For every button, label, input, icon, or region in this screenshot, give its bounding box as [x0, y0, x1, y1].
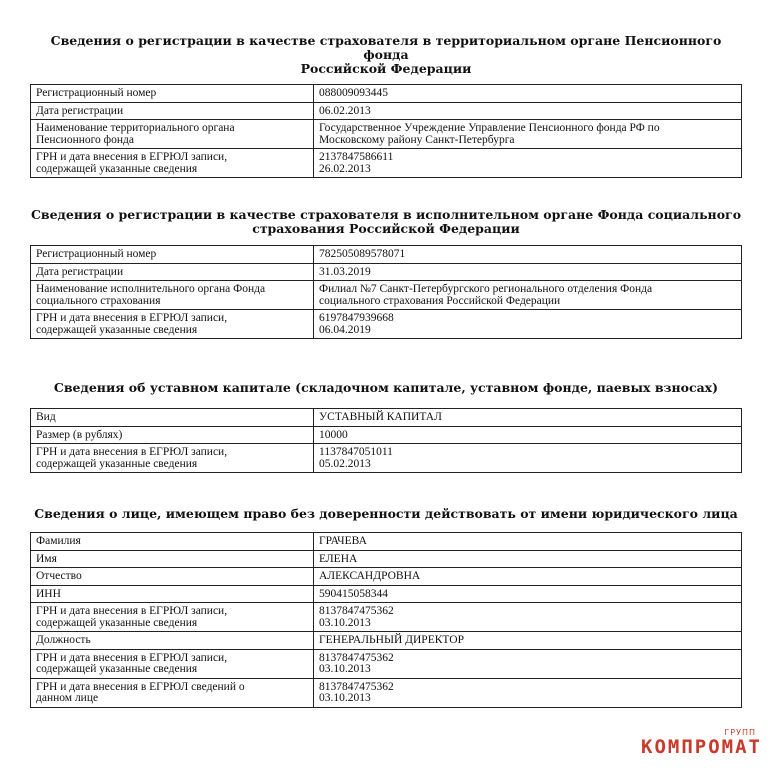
value-line: 03.10.2013 — [319, 663, 371, 675]
table-row — [31, 149, 742, 178]
value-line: 10000 — [319, 428, 348, 441]
table-row — [31, 678, 742, 707]
table-row — [31, 85, 742, 103]
label-line: ГРН и дата внесения в ЕГРЮЛ сведений о — [36, 680, 245, 693]
value-line: 2137847586611 — [319, 151, 394, 163]
row-value — [314, 568, 742, 586]
row-value — [314, 632, 742, 650]
row-label — [31, 120, 314, 149]
label-line: Фамилия — [36, 535, 81, 547]
value-line: 03.10.2013 — [319, 616, 371, 629]
row-value — [314, 149, 742, 178]
table-row — [31, 263, 742, 281]
label-line: Дата регистрации — [36, 104, 124, 117]
section-title — [30, 507, 742, 521]
value-line: 088009093445 — [319, 87, 388, 99]
section-title-line: страхования Российской Федерации — [252, 221, 520, 236]
row-label — [31, 85, 314, 103]
value-line: Московскому району Санкт-Петербурга — [319, 133, 515, 146]
authorized-person-section — [30, 507, 742, 708]
social-insurance-table — [30, 245, 742, 339]
charter-capital-table — [30, 408, 742, 473]
table-row — [31, 310, 742, 339]
value-line: 06.04.2019 — [319, 323, 371, 336]
row-value — [314, 246, 742, 264]
value-line: Филиал №7 Санкт-Петербургского регионального отделения Фонда — [319, 283, 653, 295]
table-row — [31, 409, 742, 427]
row-value — [314, 120, 742, 149]
label-line: содержащей указанные сведения — [36, 663, 198, 675]
watermark-top-text: ГРУПП — [724, 728, 756, 737]
section-title-line: Сведения о регистрации в качестве страхователя в исполнительном органе Фонда социального — [30, 207, 742, 222]
value-line: 05.02.2013 — [319, 457, 371, 470]
label-line: ГРН и дата внесения в ЕГРЮЛ записи, — [36, 312, 228, 324]
row-value — [314, 281, 742, 310]
row-label — [31, 102, 314, 120]
row-label — [31, 649, 314, 678]
row-label — [31, 533, 314, 551]
label-line: Вид — [36, 411, 56, 423]
value-line: 06.02.2013 — [319, 104, 371, 117]
row-label — [31, 281, 314, 310]
label-line: Регистрационный номер — [36, 248, 157, 260]
value-line: УСТАВНЫЙ КАПИТАЛ — [319, 411, 442, 423]
row-label — [31, 246, 314, 264]
label-line: содержащей указанные сведения — [36, 457, 198, 470]
table-row — [31, 550, 742, 568]
row-label — [31, 263, 314, 281]
section-title-line: Сведения об уставном капитале (складочном капитале, уставном фонде, паевых взносах) — [53, 380, 719, 395]
watermark-logo — [612, 728, 762, 768]
table-row — [31, 444, 742, 473]
value-line: 8137847475362 — [319, 680, 394, 693]
table-row — [31, 120, 742, 149]
table-row — [31, 603, 742, 632]
row-value — [314, 263, 742, 281]
social-insurance-section — [30, 208, 742, 339]
section-title — [30, 34, 742, 76]
watermark-main-text: КОМПРОМАТ — [641, 736, 762, 758]
pension-fund-section — [30, 34, 742, 178]
value-line: 1137847051011 — [319, 446, 393, 458]
row-label — [31, 585, 314, 603]
row-value — [314, 533, 742, 551]
value-line: ГЕНЕРАЛЬНЫЙ ДИРЕКТОР — [319, 634, 464, 646]
value-line: 03.10.2013 — [319, 692, 371, 704]
label-line: Пенсионного фонда — [36, 133, 134, 146]
label-line: ГРН и дата внесения в ЕГРЮЛ записи, — [36, 446, 228, 458]
value-line: ЕЛЕНА — [319, 552, 358, 565]
label-line: ГРН и дата внесения в ЕГРЮЛ записи, — [36, 151, 228, 163]
label-line: Наименование территориального органа — [36, 122, 235, 134]
row-label — [31, 678, 314, 707]
value-line: Государственное Учреждение Управление Пенсионного фонда РФ по — [319, 122, 660, 134]
row-label — [31, 603, 314, 632]
value-line: 8137847475362 — [319, 605, 394, 617]
value-line: ГРАЧЕВА — [319, 535, 367, 547]
row-value — [314, 649, 742, 678]
table-row — [31, 585, 742, 603]
authorized-person-table — [30, 532, 742, 708]
row-label — [31, 310, 314, 339]
row-value — [314, 409, 742, 427]
value-line: 26.02.2013 — [319, 162, 371, 175]
row-value — [314, 310, 742, 339]
row-label — [31, 149, 314, 178]
section-title-line: Российской Федерации — [300, 61, 472, 76]
value-line: социального страхования Российской Федерации — [319, 294, 561, 307]
row-label — [31, 426, 314, 444]
label-line: ИНН — [36, 587, 61, 600]
label-line: данном лице — [36, 692, 99, 704]
row-value — [314, 678, 742, 707]
label-line: Должность — [36, 634, 91, 646]
label-line: Регистрационный номер — [36, 87, 157, 99]
table-row — [31, 568, 742, 586]
label-line: Дата регистрации — [36, 265, 124, 278]
value-line: 8137847475362 — [319, 651, 394, 664]
section-title — [30, 208, 742, 236]
value-line: 782505089578071 — [319, 248, 406, 260]
label-line: Имя — [36, 552, 57, 565]
row-value — [314, 550, 742, 568]
row-label — [31, 550, 314, 568]
row-value — [314, 85, 742, 103]
label-line: Размер (в рублях) — [36, 428, 123, 441]
label-line: содержащей указанные сведения — [36, 616, 198, 629]
section-title-line: Сведения о регистрации в качестве страхователя в территориальном органе Пенсионного фонда — [50, 33, 722, 62]
table-row — [31, 632, 742, 650]
value-line: 590415058344 — [319, 587, 388, 600]
label-line: содержащей указанные сведения — [36, 162, 198, 175]
section-title-line: Сведения о лице, имеющем право без доверенности действовать от имени юридического лица — [34, 506, 738, 521]
label-line: ГРН и дата внесения в ЕГРЮЛ записи, — [36, 605, 228, 617]
row-label — [31, 409, 314, 427]
table-row — [31, 426, 742, 444]
value-line: АЛЕКСАНДРОВНА — [319, 570, 421, 582]
row-value — [314, 102, 742, 120]
table-row — [31, 281, 742, 310]
row-value — [314, 603, 742, 632]
row-value — [314, 444, 742, 473]
label-line: Отчество — [36, 570, 82, 582]
value-line: 6197847939668 — [319, 312, 394, 324]
table-row — [31, 533, 742, 551]
label-line: содержащей указанные сведения — [36, 323, 198, 336]
row-value — [314, 426, 742, 444]
pension-fund-table — [30, 84, 742, 178]
label-line: Наименование исполнительного органа Фонда — [36, 283, 266, 295]
value-line: 31.03.2019 — [319, 265, 371, 278]
row-label — [31, 568, 314, 586]
label-line: социального страхования — [36, 294, 161, 307]
table-row — [31, 102, 742, 120]
row-label — [31, 444, 314, 473]
label-line: ГРН и дата внесения в ЕГРЮЛ записи, — [36, 651, 228, 664]
section-title — [30, 381, 742, 395]
charter-capital-section — [30, 381, 742, 473]
table-row — [31, 649, 742, 678]
table-row — [31, 246, 742, 264]
row-label — [31, 632, 314, 650]
row-value — [314, 585, 742, 603]
